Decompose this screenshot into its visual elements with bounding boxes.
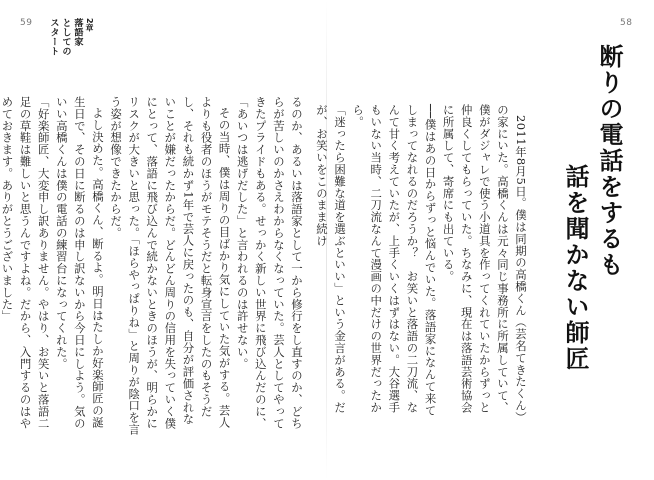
left-paragraph-2: その当時、僕は周りの目ばかり気にしていた気がする。芸人よりも役者のほうがモテそうだと転身宣言をしたのもそうだし、それも続かず1年で芸人に戻ったのも、自分が評価されないことが嫌だったからだ。どんどん周りの信用を失っていく僕にとって、落語に飛び込んで続かないときのほうが、明らかにリスクが大きいと思った。「ほらやっぱりね」と周りが陰口を言う姿が想像できたからだ。 (109, 96, 232, 436)
left-page-body (0, 96, 306, 436)
chapter-line-3: スタート (48, 18, 59, 56)
section-title-line-2: 話を聞かない師匠 (561, 164, 589, 372)
chapter-running-header (48, 18, 95, 56)
left-page-number: 59 (20, 18, 33, 28)
right-paragraph-3: 「迷ったら困難な道を選ぶといい」という金言がある。だが、お笑いをこのまま続け (314, 104, 348, 414)
left-paragraph-1: るのか、あるいは落語家として一から修行をし直すのか、どちらが苦しいのかさえわからなくなっていた。芸人としてやってきたプライドもある。せっかく新しい世界に飛び込んだのに、「あいつは逃げだした」と言われるのは許せない。 (235, 96, 304, 430)
chapter-line-2: としての (60, 18, 71, 56)
right-page-number: 58 (620, 18, 633, 28)
right-paragraph-2: ──僕はあの日からずっと悩んでいた。落語家になんて来てしまってなれるのだろうか？ お笑いと落語の二刀流、なんて甘く考えていたが、上手くいくはずはない。大谷選手もいない当時、二刀流なんて漫画の中だけの世界だったから。 (351, 104, 438, 417)
left-paragraph-4: 「好楽師匠、大変申し訳ありません。やはり、お笑いと落語二足の草鞋は難しいと思うんですよね。だから、入門するのはやめておきます。ありがとうございました」 (0, 96, 51, 430)
section-title-line-1: 断りの電話をするも (595, 44, 623, 278)
right-page-body (314, 104, 530, 424)
right-paragraph-1: 2011年8月5日。僕は同期の高橋くん（芸名てきたくん）の家にいた。高橋くんは元々同じ事務所に所属していて、僕がダジャレで使う小道具を作ってくれていたからずっと仲良くしてもらっていた。ちなみに、現在は落語芸術協会に所属して、寄席にも出ている。 (441, 104, 528, 424)
chapter-line-1: 落語家 (72, 18, 83, 47)
chapter-number: 2章 (85, 18, 94, 32)
left-paragraph-3: よし決めた。高橋くん、断るよ。明日はたしか好楽師匠の誕生日で、その日に断るのは申し訳ないから今日にしよう。気のいい高橋くんは僕の電話の練習台になってくれた。 (54, 96, 105, 430)
